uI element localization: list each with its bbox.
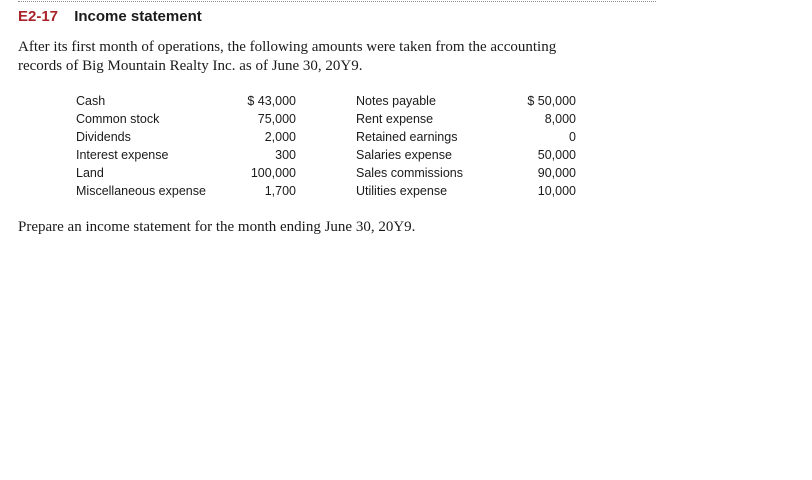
- left-account-name: Cash: [76, 94, 106, 108]
- instruction-prompt: Prepare an income statement for the month ending June 30, 20Y9.: [18, 219, 416, 235]
- left-account-amount: 1,700: [264, 184, 296, 198]
- right-account-amount: 50,000: [537, 148, 576, 162]
- right-account-amount: 90,000: [537, 166, 576, 180]
- right-account-name: Notes payable: [356, 94, 436, 108]
- right-account-amount: 10,000: [537, 184, 576, 198]
- left-account-name: Interest expense: [76, 148, 169, 162]
- right-account-name: Retained earnings: [356, 130, 458, 144]
- left-account-amount: 2,000: [264, 130, 296, 144]
- accounts-row: [76, 110, 580, 128]
- top-dotted-rule: [18, 1, 656, 2]
- exercise-heading: [18, 8, 202, 25]
- accounts-row: [76, 146, 580, 164]
- right-account-amount: 8,000: [544, 112, 576, 126]
- left-account-name: Land: [76, 166, 104, 180]
- accounts-row: [76, 182, 580, 200]
- left-account-amount: 75,000: [257, 112, 296, 126]
- right-account-amount: 0: [569, 130, 576, 144]
- accounts-row: [76, 92, 580, 110]
- right-account-name: Utilities expense: [356, 184, 448, 198]
- right-account-amount: $ 50,000: [527, 94, 576, 108]
- exercise-number: E2-17: [18, 8, 59, 25]
- right-account-name: Sales commissions: [356, 166, 463, 180]
- right-account-name: Rent expense: [356, 112, 434, 126]
- left-account-amount: 300: [275, 148, 296, 162]
- intro-line-2: records of Big Mountain Realty Inc. as of June 30, 20Y9.: [18, 58, 363, 74]
- left-account-name: Dividends: [76, 130, 131, 144]
- left-account-amount: 100,000: [250, 166, 296, 180]
- left-account-name: Common stock: [76, 112, 160, 126]
- accounts-table: [76, 92, 580, 200]
- left-account-name: Miscellaneous expense: [76, 184, 206, 198]
- left-account-amount: $ 43,000: [247, 94, 296, 108]
- intro-paragraph: [18, 38, 668, 76]
- exercise-title: Income statement: [74, 8, 202, 25]
- accounts-row: [76, 164, 580, 182]
- right-account-name: Salaries expense: [356, 148, 452, 162]
- accounts-row: [76, 128, 580, 146]
- intro-line-1: After its first month of operations, the following amounts were taken from the accounting: [18, 39, 557, 55]
